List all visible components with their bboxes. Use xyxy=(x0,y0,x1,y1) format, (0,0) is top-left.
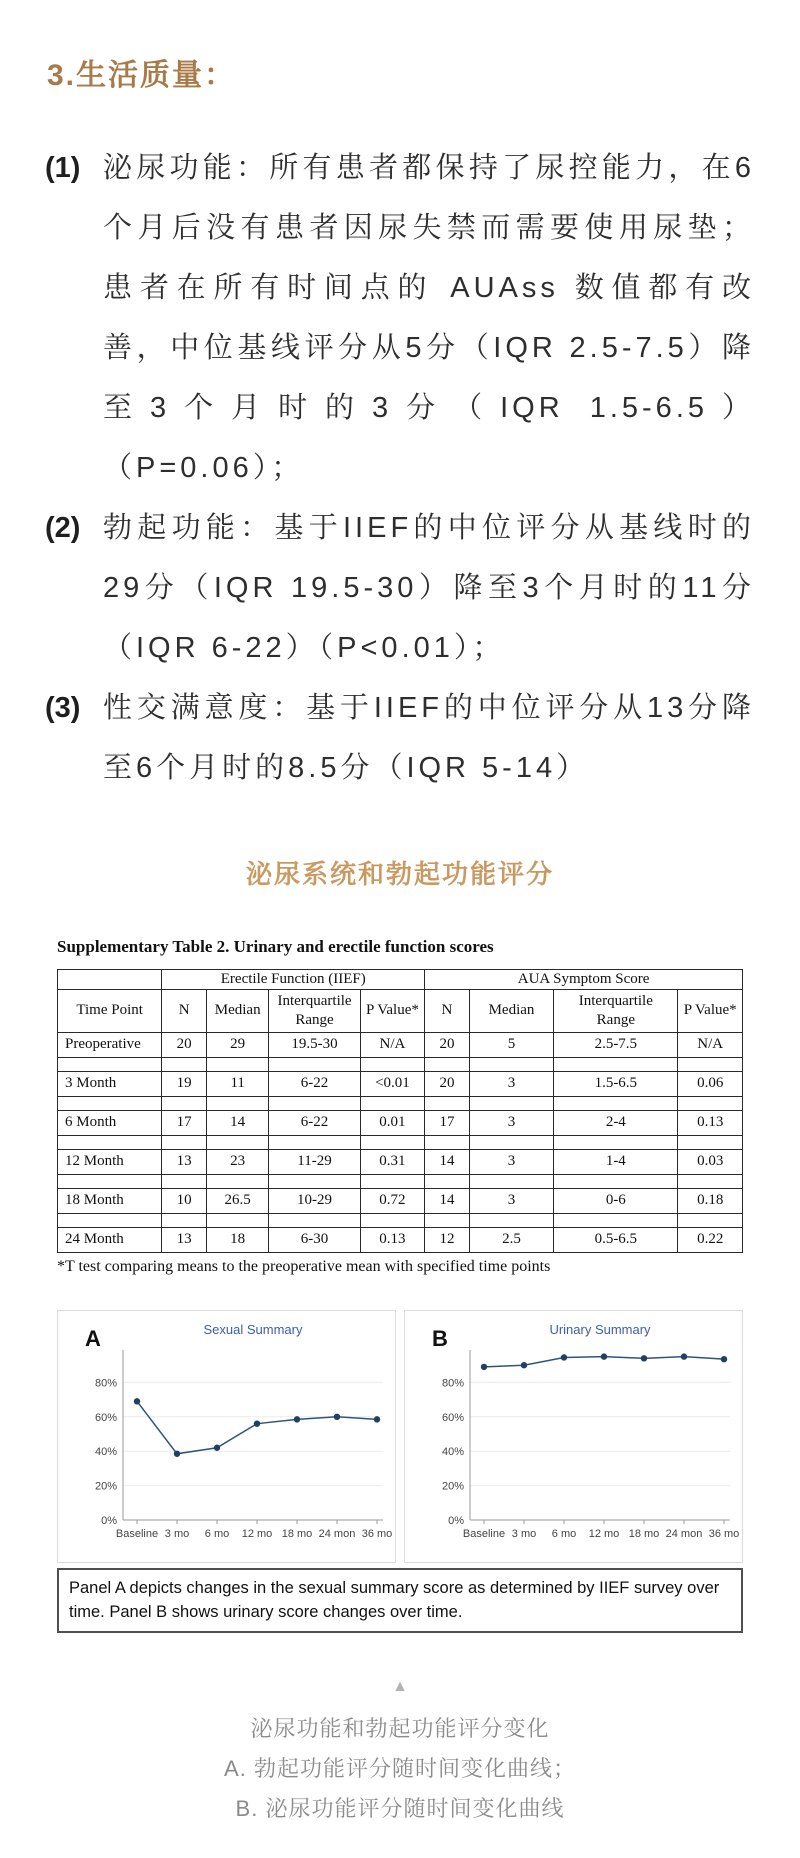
figure-block xyxy=(45,937,755,1633)
svg-text:Baseline: Baseline xyxy=(462,1527,505,1540)
table-cell: 2-4 xyxy=(554,1110,678,1135)
table-row xyxy=(58,1188,743,1213)
table-cell: 0.22 xyxy=(678,1227,743,1252)
table-cell: N/A xyxy=(360,1032,425,1057)
svg-text:24 mon: 24 mon xyxy=(665,1527,702,1540)
svg-text:40%: 40% xyxy=(94,1445,117,1458)
table-cell: 0.18 xyxy=(678,1188,743,1213)
svg-text:36 mo: 36 mo xyxy=(361,1527,392,1540)
table-cell: 11 xyxy=(206,1071,268,1096)
svg-text:Sexual Summary: Sexual Summary xyxy=(203,1321,302,1337)
svg-text:6 mo: 6 mo xyxy=(551,1527,576,1540)
table-cell: 3 xyxy=(469,1110,553,1135)
table-col-header: P Value* xyxy=(360,990,425,1033)
table-cell: 17 xyxy=(162,1110,207,1135)
table-group-header-aua: AUA Symptom Score xyxy=(425,970,743,990)
table-cell: 10 xyxy=(162,1188,207,1213)
table-cell: 18 Month xyxy=(58,1188,162,1213)
table-col-header: Time Point xyxy=(58,990,162,1033)
table-col-header: N xyxy=(162,990,207,1033)
list-item xyxy=(45,678,755,798)
table-cell: 12 Month xyxy=(58,1149,162,1174)
table-row xyxy=(58,1149,743,1174)
list-item-number: (1) xyxy=(45,152,81,184)
table-cell: 6 Month xyxy=(58,1110,162,1135)
table-cell: 12 xyxy=(425,1227,470,1252)
table-cell: 6-30 xyxy=(269,1227,360,1252)
list-item-text: 泌尿功能：所有患者都保持了尿控能力，在6个月后没有患者因尿失禁而需要使用尿垫；患者在所有时间点的 AUAss 数值都有改善，中位基线评分从5分（IQR 2.5-7.5）降至3个月时的3分（IQR 1.5-6.5）（P=0.06）； xyxy=(103,152,755,484)
table-col-header: N xyxy=(425,990,470,1033)
list-item xyxy=(45,498,755,678)
table-col-header: Median xyxy=(206,990,268,1033)
data-table xyxy=(57,969,743,1253)
table-cell: 19.5-30 xyxy=(269,1032,360,1057)
table-body xyxy=(58,1032,743,1252)
figure-panels xyxy=(57,1310,743,1563)
table-corner-cell xyxy=(58,970,162,990)
list-item-number: (2) xyxy=(45,512,81,544)
svg-text:3 mo: 3 mo xyxy=(164,1527,189,1540)
table-cell: 2.5-7.5 xyxy=(554,1032,678,1057)
figure-caption-cn-line: 泌尿功能和勃起功能评分变化 xyxy=(250,1716,550,1741)
table-spacer-row xyxy=(58,1057,743,1071)
svg-text:36 mo: 36 mo xyxy=(708,1527,739,1540)
table-spacer-row xyxy=(58,1135,743,1149)
svg-text:24 mon: 24 mon xyxy=(318,1527,355,1540)
table-cell: 10-29 xyxy=(269,1188,360,1213)
table-cell: 0.06 xyxy=(678,1071,743,1096)
table-row xyxy=(58,1032,743,1057)
figure-caption-cn-line: B. 泌尿功能评分随时间变化曲线 xyxy=(235,1796,565,1821)
collapse-triangle-icon: ▲ xyxy=(392,1678,408,1695)
table-cell: 13 xyxy=(162,1149,207,1174)
table-cell: 3 xyxy=(469,1149,553,1174)
table-column-header-row xyxy=(58,990,743,1033)
table-cell: 0.03 xyxy=(678,1149,743,1174)
chart-panel-b xyxy=(404,1310,743,1563)
svg-text:B: B xyxy=(431,1325,448,1351)
table-spacer-row xyxy=(58,1213,743,1227)
table-cell: 18 xyxy=(206,1227,268,1252)
table-cell: <0.01 xyxy=(360,1071,425,1096)
table-title: Supplementary Table 2. Urinary and erectile function scores xyxy=(57,937,494,956)
chart-panel-a xyxy=(57,1310,396,1563)
table-cell: N/A xyxy=(678,1032,743,1057)
list-item xyxy=(45,138,755,498)
figure-caption-box xyxy=(57,1568,743,1634)
table-cell: 2.5 xyxy=(469,1227,553,1252)
table-group-header-row xyxy=(58,970,743,990)
table-cell: 6-22 xyxy=(269,1110,360,1135)
table-cell: 3 Month xyxy=(58,1071,162,1096)
table-row xyxy=(58,1227,743,1252)
urinary-summary-chart xyxy=(408,1314,740,1560)
table-cell: 0-6 xyxy=(554,1188,678,1213)
table-cell: 0.72 xyxy=(360,1188,425,1213)
svg-text:80%: 80% xyxy=(94,1376,117,1389)
svg-text:6 mo: 6 mo xyxy=(204,1527,229,1540)
table-group-header-erectile: Erectile Function (IIEF) xyxy=(162,970,425,990)
table-footnote: *T test comparing means to the preoperative mean with specified time points xyxy=(57,1257,551,1275)
figure-caption-cn xyxy=(45,1709,755,1829)
table-cell: 0.01 xyxy=(360,1110,425,1135)
table-cell: 13 xyxy=(162,1227,207,1252)
table-cell: 14 xyxy=(206,1110,268,1135)
table-col-header: Interquartile Range xyxy=(554,990,678,1033)
figure-title: 泌尿系统和勃起功能评分 xyxy=(245,859,554,889)
svg-text:0%: 0% xyxy=(100,1514,117,1527)
table-cell: 1-4 xyxy=(554,1149,678,1174)
figure-caption-cn-line: A. 勃起功能评分随时间变化曲线； xyxy=(224,1756,576,1781)
svg-text:A: A xyxy=(84,1325,101,1351)
table-cell: 24 Month xyxy=(58,1227,162,1252)
table-cell: 19 xyxy=(162,1071,207,1096)
table-cell: 20 xyxy=(425,1032,470,1057)
list-item-text: 性交满意度：基于IIEF的中位评分从13分降至6个月时的8.5分（IQR 5-14） xyxy=(103,692,755,784)
table-cell: 0.13 xyxy=(360,1227,425,1252)
svg-text:3 mo: 3 mo xyxy=(511,1527,536,1540)
svg-text:20%: 20% xyxy=(94,1480,117,1493)
svg-text:18 mo: 18 mo xyxy=(628,1527,659,1540)
svg-text:60%: 60% xyxy=(94,1411,117,1424)
svg-text:20%: 20% xyxy=(441,1480,464,1493)
section-heading: 3.生活质量： xyxy=(47,59,237,92)
table-col-header: Median xyxy=(469,990,553,1033)
svg-text:12 mo: 12 mo xyxy=(241,1527,272,1540)
table-cell: 29 xyxy=(206,1032,268,1057)
table-cell: 14 xyxy=(425,1149,470,1174)
table-cell: 0.31 xyxy=(360,1149,425,1174)
table-cell: 11-29 xyxy=(269,1149,360,1174)
table-cell: 20 xyxy=(425,1071,470,1096)
svg-text:80%: 80% xyxy=(441,1376,464,1389)
svg-text:Baseline: Baseline xyxy=(115,1527,158,1540)
table-spacer-row xyxy=(58,1174,743,1188)
list-item-text: 勃起功能：基于IIEF的中位评分从基线时的29分（IQR 19.5-30）降至3个月时的11分（IQR 6-22）（P<0.01）； xyxy=(103,512,755,664)
table-spacer-row xyxy=(58,1096,743,1110)
numbered-list xyxy=(45,138,755,798)
table-col-header: P Value* xyxy=(678,990,743,1033)
svg-text:Urinary Summary: Urinary Summary xyxy=(548,1321,651,1337)
table-row xyxy=(58,1071,743,1096)
svg-text:12 mo: 12 mo xyxy=(588,1527,619,1540)
list-item-number: (3) xyxy=(45,692,81,724)
svg-text:18 mo: 18 mo xyxy=(281,1527,312,1540)
table-cell: 3 xyxy=(469,1071,553,1096)
table-cell: 0.13 xyxy=(678,1110,743,1135)
table-cell: 14 xyxy=(425,1188,470,1213)
table-cell: 0.5-6.5 xyxy=(554,1227,678,1252)
table-cell: Preoperative xyxy=(58,1032,162,1057)
table-cell: 5 xyxy=(469,1032,553,1057)
svg-text:0%: 0% xyxy=(447,1514,464,1527)
sexual-summary-chart xyxy=(61,1314,393,1560)
table-cell: 20 xyxy=(162,1032,207,1057)
table-col-header: Interquartile Range xyxy=(269,990,360,1033)
svg-text:40%: 40% xyxy=(441,1445,464,1458)
table-cell: 23 xyxy=(206,1149,268,1174)
table-cell: 17 xyxy=(425,1110,470,1135)
table-cell: 1.5-6.5 xyxy=(554,1071,678,1096)
figure-caption-text: Panel A depicts changes in the sexual summary score as determined by IIEF survey over time. Panel B shows urinary score changes over time. xyxy=(69,1578,720,1622)
table-cell: 3 xyxy=(469,1188,553,1213)
table-cell: 6-22 xyxy=(269,1071,360,1096)
svg-text:60%: 60% xyxy=(441,1411,464,1424)
table-cell: 26.5 xyxy=(206,1188,268,1213)
table-row xyxy=(58,1110,743,1135)
